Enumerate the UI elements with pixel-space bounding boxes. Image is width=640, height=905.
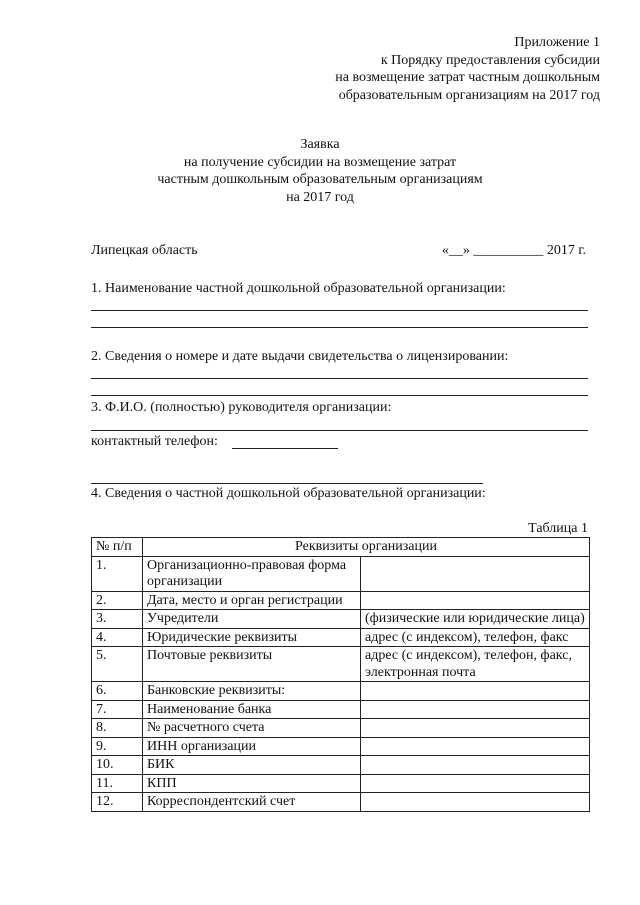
- region-name: Липецкая область: [91, 243, 198, 258]
- row-name: Почтовые реквизиты: [143, 647, 361, 682]
- title-heading: Заявка: [300, 137, 340, 152]
- row-num: 1.: [92, 556, 143, 591]
- appendix-line: к Порядку предоставления субсидии: [380, 52, 600, 68]
- row-name: Наименование банка: [143, 700, 361, 719]
- row-note[interactable]: [361, 556, 590, 591]
- row-note[interactable]: [361, 774, 590, 793]
- row-name: Учредители: [143, 610, 361, 629]
- phone-fill-line: [232, 448, 338, 449]
- section-2-label: 2. Сведения о номере и дате выдачи свидетельства о лицензировании:: [91, 349, 509, 364]
- fill-line: [91, 483, 483, 484]
- row-name: Банковские реквизиты:: [143, 682, 361, 701]
- row-num: 12.: [92, 793, 143, 812]
- table-caption: Таблица 1: [528, 521, 588, 536]
- fill-line: [91, 395, 588, 396]
- row-num: 3.: [92, 610, 143, 629]
- region-date-line: [91, 243, 586, 261]
- section-3-label: 3. Ф.И.О. (полностью) руководителя организации:: [91, 400, 392, 415]
- section-1-label: 1. Наименование частной дошкольной образовательной организации:: [91, 281, 506, 296]
- appendix-line: образовательным организациям на 2017 год: [338, 87, 600, 103]
- row-num: 11.: [92, 774, 143, 793]
- row-num: 10.: [92, 756, 143, 775]
- table-row: [92, 556, 590, 591]
- row-note[interactable]: [361, 700, 590, 719]
- row-note[interactable]: [361, 591, 590, 610]
- row-num: 6.: [92, 682, 143, 701]
- table-row: [92, 793, 590, 812]
- row-name: № расчетного счета: [143, 719, 361, 738]
- row-note[interactable]: адрес (с индексом), телефон, факс, электронная почта: [361, 647, 590, 682]
- document-title: [0, 136, 640, 206]
- appendix-note: [335, 34, 600, 104]
- row-note[interactable]: (физические или юридические лица): [361, 610, 590, 629]
- row-name: Организационно-правовая форма организации: [143, 556, 361, 591]
- row-name: Юридические реквизиты: [143, 628, 361, 647]
- title-line: на 2017 год: [286, 189, 354, 205]
- date-placeholder: «__» __________ 2017 г.: [441, 243, 586, 258]
- phone-label: контактный телефон:: [91, 434, 218, 449]
- row-name: БИК: [143, 756, 361, 775]
- table-header-row: [92, 538, 590, 557]
- table-row: [92, 647, 590, 682]
- table-row: [92, 700, 590, 719]
- table-row: [92, 610, 590, 629]
- fill-line: [91, 430, 588, 431]
- row-note[interactable]: [361, 737, 590, 756]
- header-requisites: Реквизиты организации: [143, 538, 590, 557]
- header-num: № п/п: [92, 538, 143, 557]
- appendix-line: Приложение 1: [514, 35, 600, 50]
- table-row: [92, 682, 590, 701]
- fill-line: [91, 327, 588, 328]
- row-note[interactable]: [361, 756, 590, 775]
- row-note[interactable]: адрес (с индексом), телефон, факс: [361, 628, 590, 647]
- row-name: Дата, место и орган регистрации: [143, 591, 361, 610]
- row-name: КПП: [143, 774, 361, 793]
- table-row: [92, 774, 590, 793]
- fill-line: [91, 378, 588, 379]
- table-row: [92, 719, 590, 738]
- table-row: [92, 628, 590, 647]
- row-num: 5.: [92, 647, 143, 682]
- row-note[interactable]: [361, 682, 590, 701]
- fill-line: [91, 310, 588, 311]
- row-num: 4.: [92, 628, 143, 647]
- row-name: Корреспондентский счет: [143, 793, 361, 812]
- table-row: [92, 591, 590, 610]
- row-num: 9.: [92, 737, 143, 756]
- section-4-label: 4. Сведения о частной дошкольной образовательной организации:: [91, 486, 486, 501]
- table-row: [92, 756, 590, 775]
- row-num: 8.: [92, 719, 143, 738]
- title-line: на получение субсидии на возмещение затрат: [183, 154, 457, 170]
- table-row: [92, 737, 590, 756]
- row-num: 2.: [92, 591, 143, 610]
- row-note[interactable]: [361, 719, 590, 738]
- requisites-table: [91, 537, 590, 812]
- row-note[interactable]: [361, 793, 590, 812]
- appendix-line: на возмещение затрат частным дошкольным: [335, 70, 600, 85]
- row-num: 7.: [92, 700, 143, 719]
- title-line: частным дошкольным образовательным организациям: [157, 172, 483, 187]
- row-name: ИНН организации: [143, 737, 361, 756]
